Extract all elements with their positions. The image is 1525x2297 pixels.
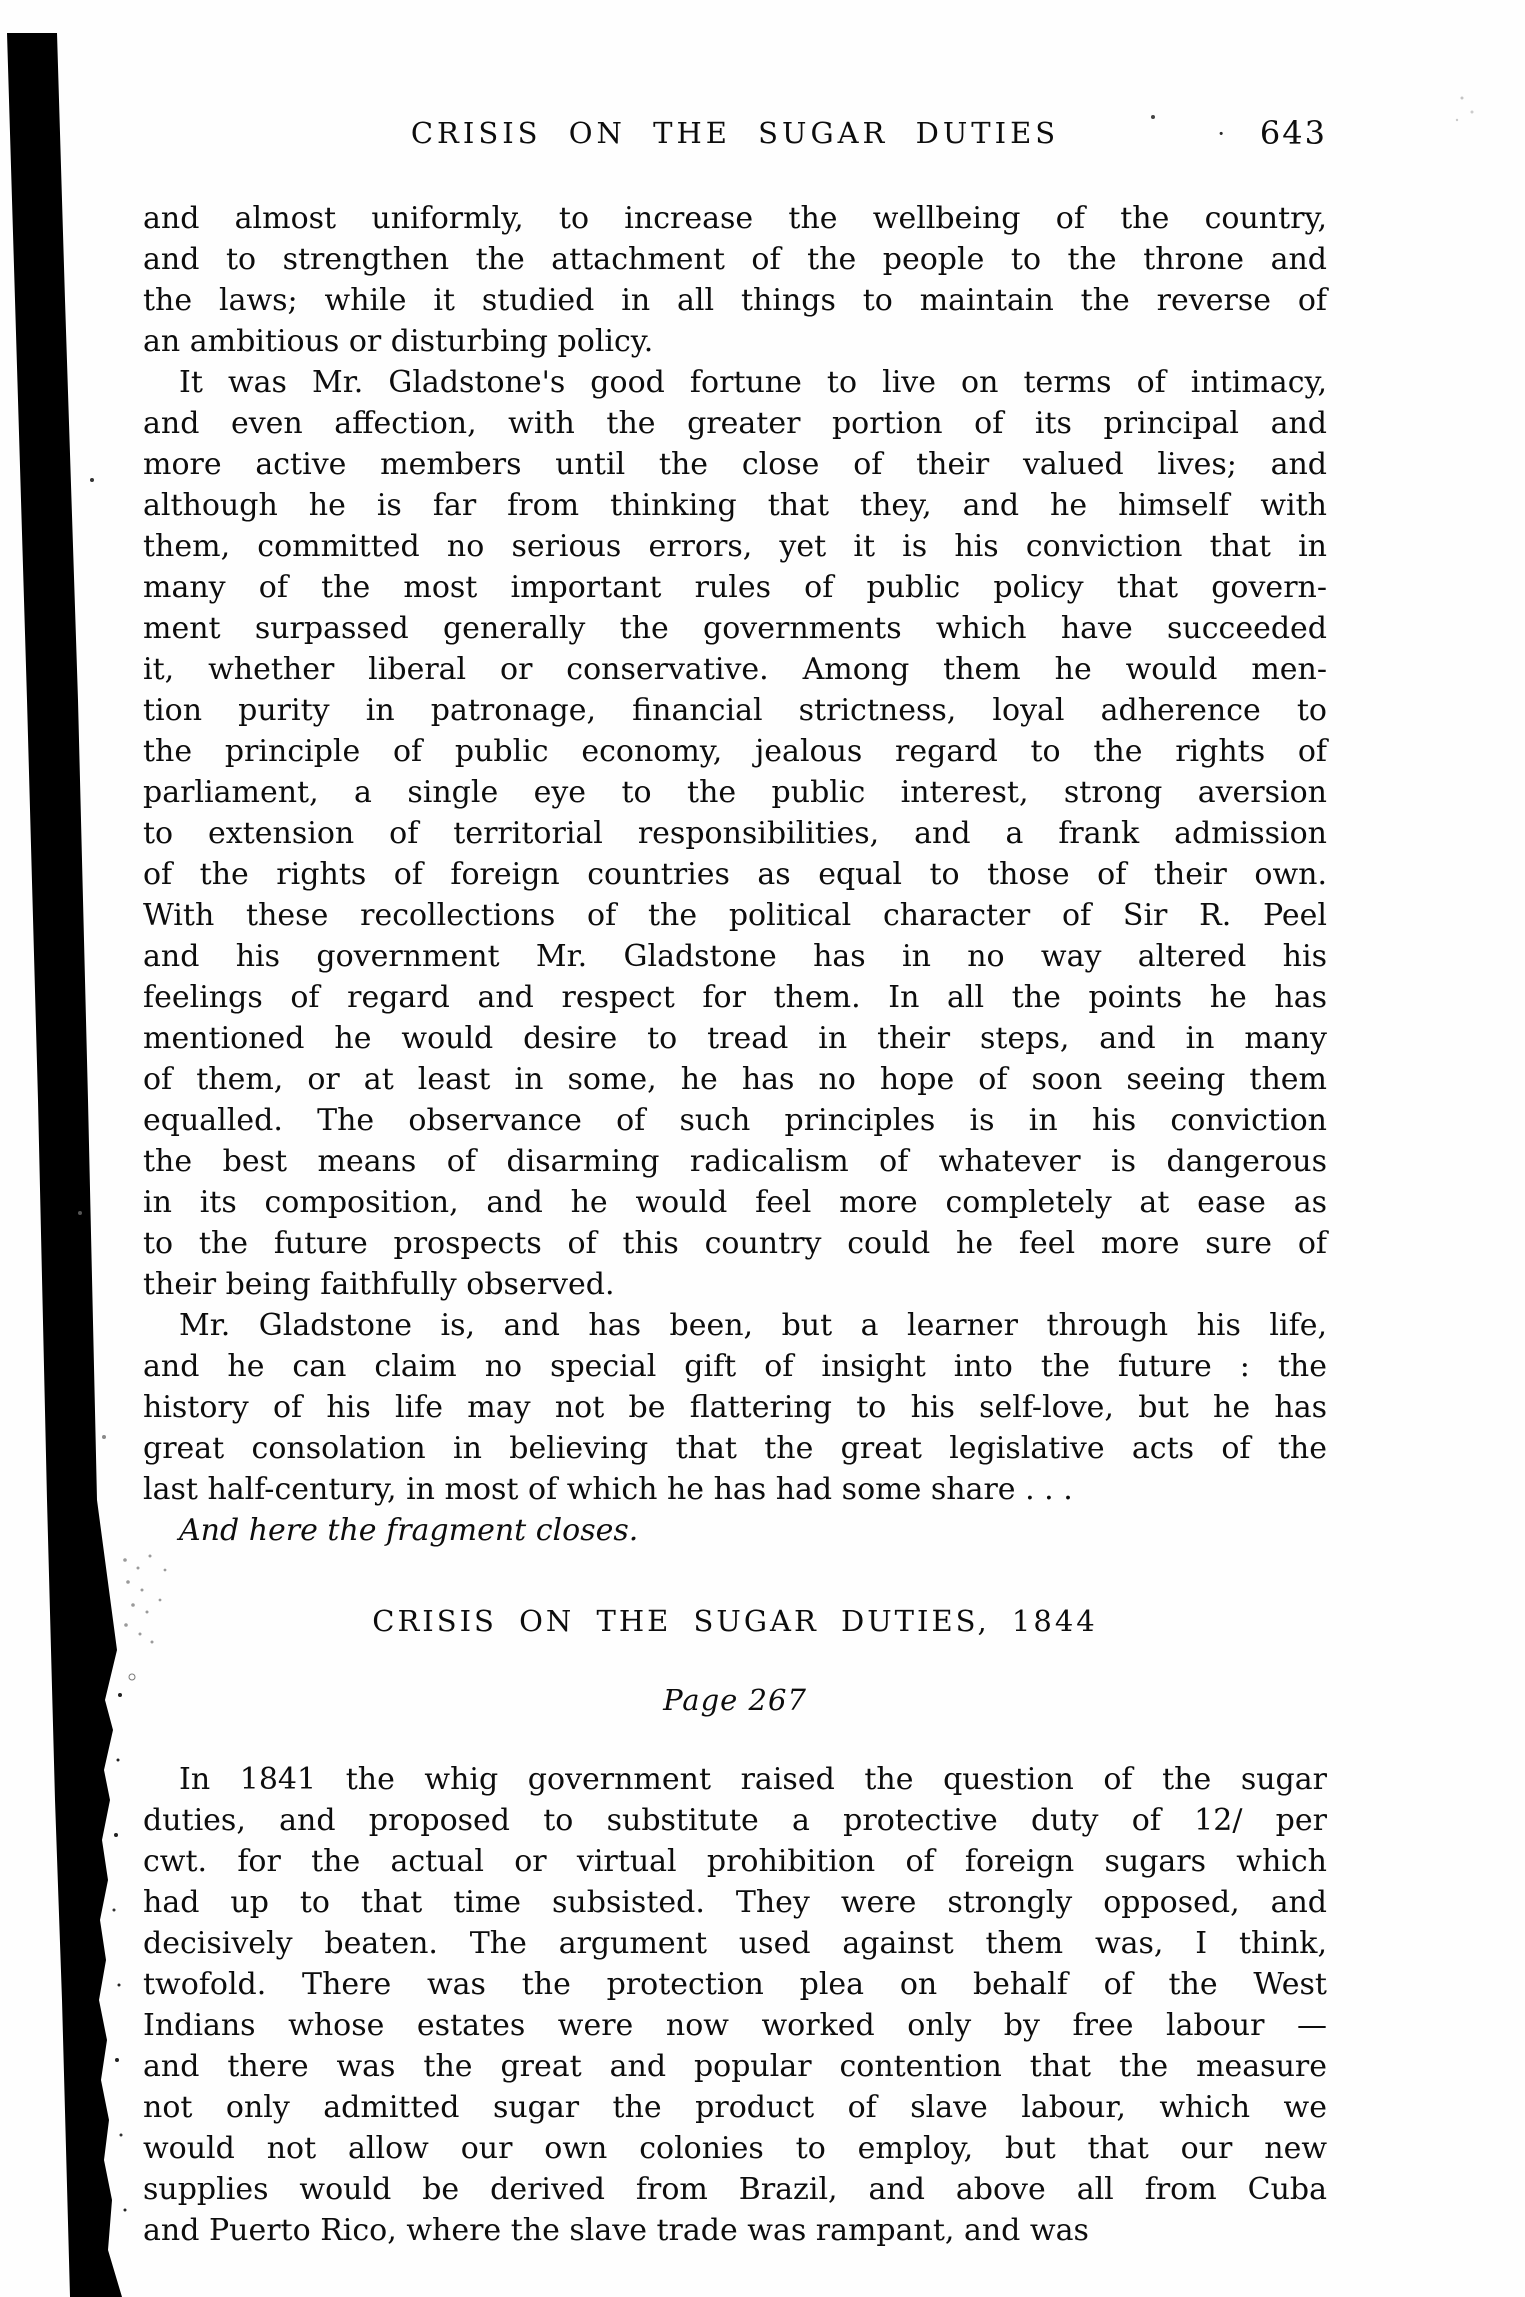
text-line: an ambitious or disturbing policy. [143,324,654,359]
text-line: and almost uniformly, to increase the wellbeing of the country, [143,201,1327,236]
gladstone-learner-paragraph [143,1305,1327,1510]
text-line: had up to that time subsisted. They were strongly opposed, and [143,1885,1327,1920]
text-line: and even affection, with the greater portion of its principal and [143,406,1327,441]
text-line: twofold. There was the protection plea on behalf of the West [143,1967,1327,2002]
text-line: not only admitted sugar the product of slave labour, which we [143,2090,1327,2125]
text-line: And here the fragment closes. [179,1513,639,1548]
text-line: Page 267 [663,1683,807,1717]
gladstone-intimacy-paragraph [143,362,1327,1305]
text-line: Indians whose estates were now worked only by free labour — [143,2008,1327,2043]
text-line: cwt. for the actual or virtual prohibition of foreign sugars which [143,1844,1327,1879]
continuation-paragraph [143,198,1327,362]
text-line: CRISIS ON THE SUGAR DUTIES, 1844 [372,1604,1098,1638]
sugar-duties-paragraph [143,1759,1327,2251]
text-line: the principle of public economy, jealous regard to the rights of [143,734,1327,769]
text-block [143,198,1327,2251]
text-line: in its composition, and he would feel more completely at ease as [143,1185,1327,1220]
text-line: Mr. Gladstone is, and has been, but a learner through his life, [179,1308,1327,1343]
text-line: and to strengthen the attachment of the people to the throne and [143,242,1327,277]
text-line: equalled. The observance of such principles is in his conviction [143,1103,1327,1138]
text-line: supplies would be derived from Brazil, and above all from Cuba [143,2172,1327,2207]
text-line: would not allow our own colonies to employ, but that our new [143,2131,1327,2166]
text-line: of them, or at least in some, he has no hope of soon seeing them [143,1062,1327,1097]
text-line: and his government Mr. Gladstone has in no way altered his [143,939,1327,974]
text-line: and Puerto Rico, where the slave trade was rampant, and was [143,2213,1089,2248]
text-line: the laws; while it studied in all things to maintain the reverse of [143,283,1327,318]
text-line: many of the most important rules of public policy that govern- [143,570,1327,605]
fragment-closes-note [143,1510,1327,1551]
text-line: and there was the great and popular contention that the measure [143,2049,1327,2084]
text-line: duties, and proposed to substitute a protective duty of 12/ per [143,1803,1327,1838]
text-line: more active members until the close of their valued lives; and [143,447,1327,482]
text-line: It was Mr. Gladstone's good fortune to live on terms of intimacy, [179,365,1327,400]
text-line: parliament, a single eye to the public interest, strong aversion [143,775,1327,810]
text-line: it, whether liberal or conservative. Among them he would men- [143,652,1327,687]
text-line: of the rights of foreign countries as equal to those of their own. [143,857,1327,892]
text-line: and he can claim no special gift of insight into the future : the [143,1349,1327,1384]
section-heading [143,1601,1327,1642]
running-head [143,116,1327,158]
text-line: although he is far from thinking that they, and he himself with [143,488,1327,523]
text-line: to the future prospects of this country could he feel more sure of [143,1226,1327,1261]
text-line: ment surpassed generally the governments which have succeeded [143,611,1327,646]
text-line: tion purity in patronage, financial strictness, loyal adherence to [143,693,1327,728]
text-line: With these recollections of the political character of Sir R. Peel [143,898,1327,933]
text-line: decisively beaten. The argument used against them was, I think, [143,1926,1327,1961]
page-number: 643 [1259,114,1327,152]
text-line: the best means of disarming radicalism of whatever is dangerous [143,1144,1327,1179]
text-line: great consolation in believing that the great legislative acts of the [143,1431,1327,1466]
running-head-title: CRISIS ON THE SUGAR DUTIES [410,116,1060,150]
text-line: last half-century, in most of which he has had some share . . . [143,1472,1073,1507]
running-head-separator: · [1217,120,1225,148]
text-line: mentioned he would desire to tread in their steps, and in many [143,1021,1327,1056]
text-line: them, committed no serious errors, yet it is his conviction that in [143,529,1327,564]
text-line: their being faithfully observed. [143,1267,615,1302]
text-line: to extension of territorial responsibilities, and a frank admission [143,816,1327,851]
text-line: feelings of regard and respect for them. In all the points he has [143,980,1327,1015]
text-line: In 1841 the whig government raised the question of the sugar [179,1762,1327,1797]
text-line: history of his life may not be flattering to his self-love, but he has [143,1390,1327,1425]
page-reference [143,1680,1327,1721]
